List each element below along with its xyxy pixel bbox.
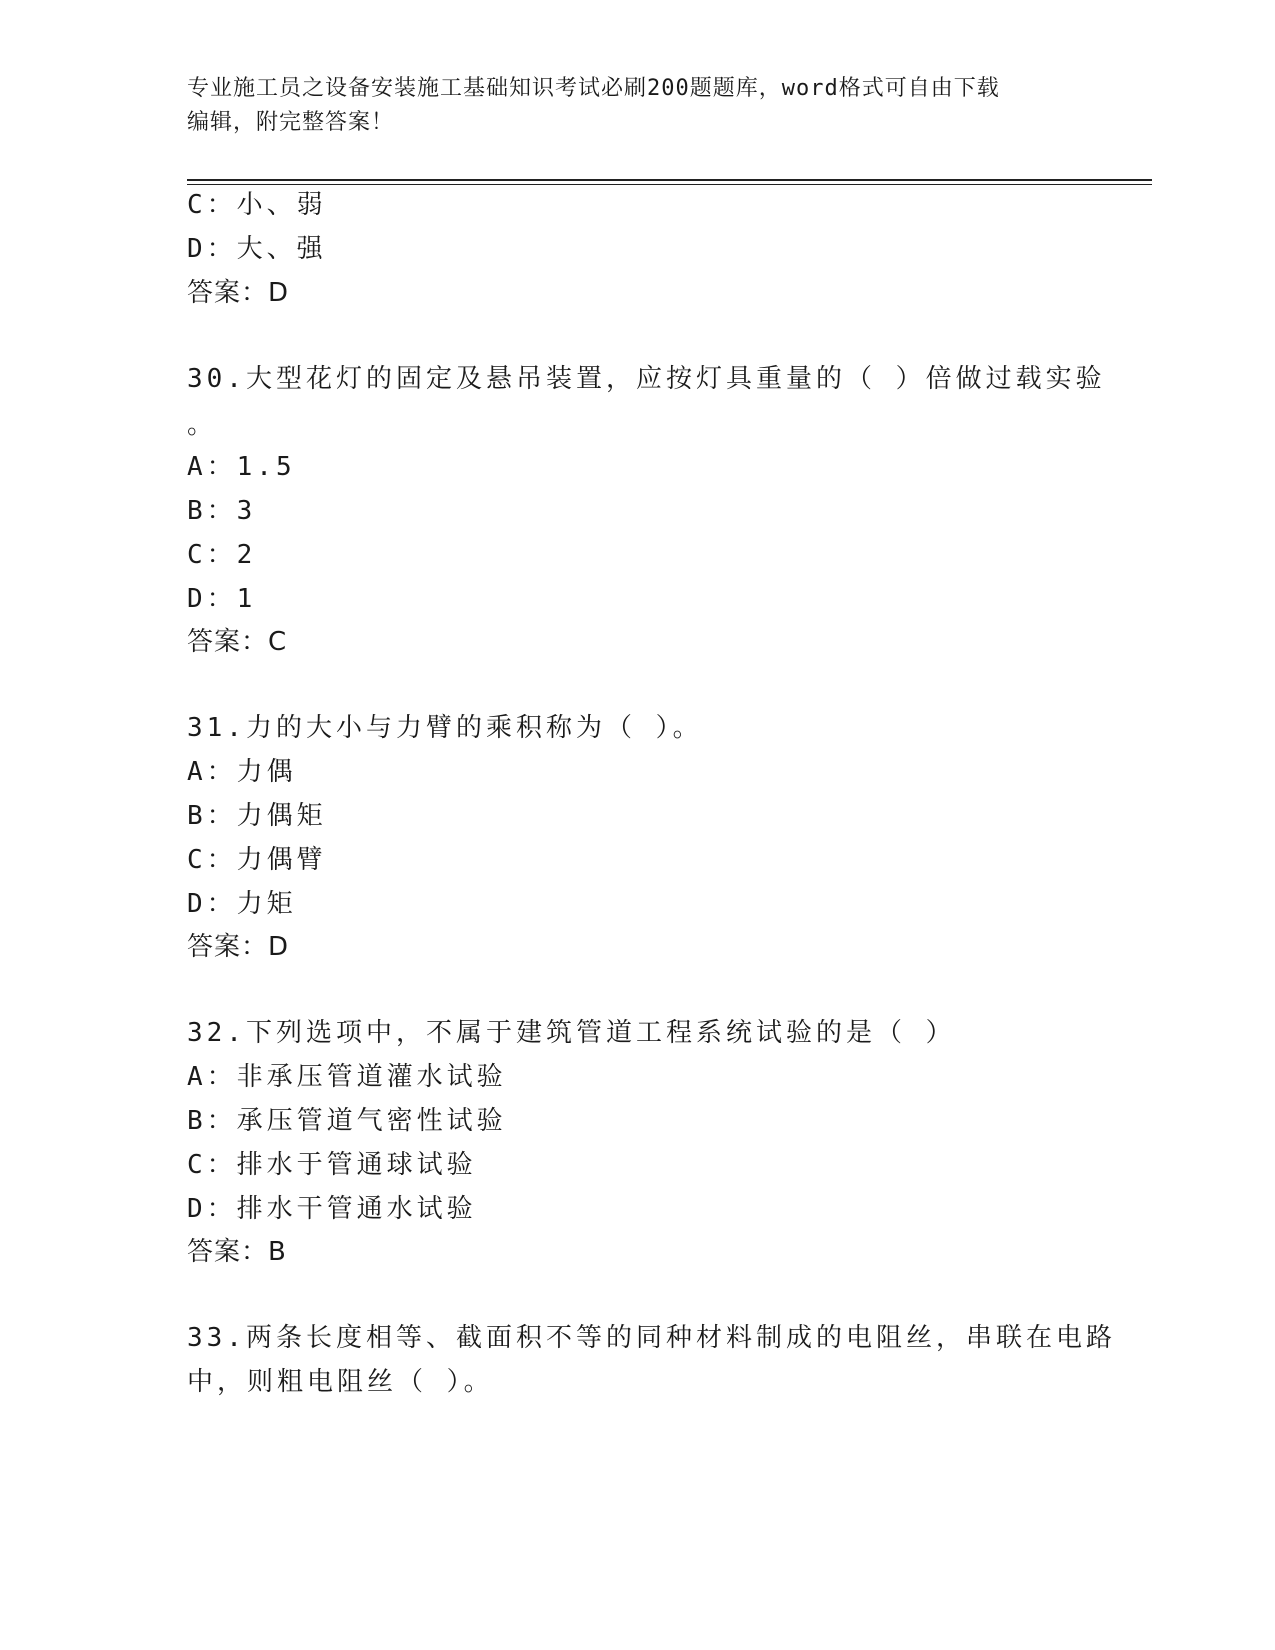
question-30-option-b: B：3 [187,496,257,526]
question-30-option-c: C：2 [187,540,257,570]
header-line-1: 专业施工员之设备安装施工基础知识考试必刷200题题库，word格式可自由下载 [187,76,1000,101]
question-31-option-b: B：力偶矩 [187,801,327,831]
question-31-option-a: A：力偶 [187,757,297,787]
question-30-stem: 30.大型花灯的固定及悬吊装置，应按灯具重量的（ ）倍做过载实验 [187,364,1106,394]
header-divider-top [187,179,1152,181]
question-32-option-a: A：非承压管道灌水试验 [187,1062,507,1092]
question-32-stem: 32.下列选项中，不属于建筑管道工程系统试验的是（ ） [187,1018,956,1048]
question-30-option-d: D：1 [187,584,257,614]
option-c: C：小、弱 [187,190,327,220]
header-divider-bottom [187,184,1152,185]
question-32-option-b: B：承压管道气密性试验 [187,1106,507,1136]
question-31-option-d: D：力矩 [187,889,297,919]
question-32-option-c: C：排水于管通球试验 [187,1150,477,1180]
question-31-answer: 答案：D [187,932,290,962]
answer-line: 答案：D [187,278,290,308]
header-line-2: 编辑，附完整答案！ [187,110,395,135]
question-30-option-a: A：1.5 [187,452,296,482]
question-32-option-d: D：排水干管通水试验 [187,1194,477,1224]
option-d: D：大、强 [187,234,327,264]
question-33-stem: 33.两条长度相等、截面积不等的同种材料制成的电阻丝，串联在电路 [187,1323,1116,1353]
question-32-answer: 答案：B [187,1237,287,1267]
question-31-option-c: C：力偶臂 [187,845,327,875]
document-header [187,72,1087,140]
question-30-stem-cont: 。 [187,410,218,440]
question-33-stem-cont: 中，则粗电阻丝（ ）。 [187,1367,494,1397]
question-31-stem: 31.力的大小与力臂的乘积称为（ ）。 [187,713,703,743]
question-30-answer: 答案：C [187,627,288,657]
